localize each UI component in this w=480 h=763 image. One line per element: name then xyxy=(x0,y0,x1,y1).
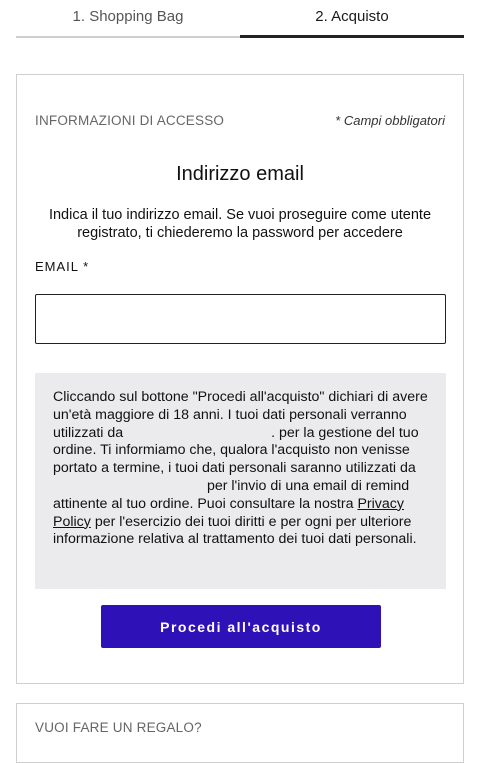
step-label: 2. Acquisto xyxy=(315,8,389,25)
email-description: Indica il tuo indirizzo email. Se vuoi proseguire come utente registrato, ti chiederemo la password per accedere xyxy=(48,207,432,241)
step-acquisto[interactable] xyxy=(240,0,464,38)
email-field[interactable] xyxy=(35,294,446,344)
required-fields-note: * Campi obbligatori xyxy=(335,113,445,128)
info-text-3: per l'invio di una email di remind attinente al tuo ordine. Puoi consultare la nostra xyxy=(53,477,410,512)
proceed-to-checkout-button[interactable]: Procedi all'acquisto xyxy=(101,605,381,648)
email-label: EMAIL * xyxy=(35,259,90,274)
section-title: INFORMAZIONI DI ACCESSO xyxy=(35,113,225,128)
step-label: 1. Shopping Bag xyxy=(72,8,184,25)
step-shopping-bag[interactable] xyxy=(16,0,240,38)
access-card xyxy=(16,74,464,684)
privacy-policy-link[interactable]: Privacy Policy xyxy=(53,495,404,530)
gift-card-section[interactable] xyxy=(16,703,464,763)
email-heading: Indirizzo email xyxy=(176,163,304,185)
info-text-1: Cliccando sul bottone "Procedi all'acquisto" dichiari di avere un'età maggiore di 18 anni. I tuoi dati personali verranno utilizzati da xyxy=(53,389,428,441)
gift-section-title: VUOI FARE UN REGALO? xyxy=(35,720,202,735)
section-header xyxy=(35,113,445,128)
info-text-4: per l'esercizio dei tuoi diritti e per ogni per ulteriore informazione relativa al trattamento dei tuoi dati personali. xyxy=(53,513,417,548)
privacy-info-box xyxy=(35,373,446,589)
info-text-2: . per la gestione del tuo ordine. Ti informiamo che, qualora l'acquisto non venisse portato a termine, i tuoi dati personali saranno utilizzati da xyxy=(53,424,419,477)
checkout-steps xyxy=(16,0,464,38)
